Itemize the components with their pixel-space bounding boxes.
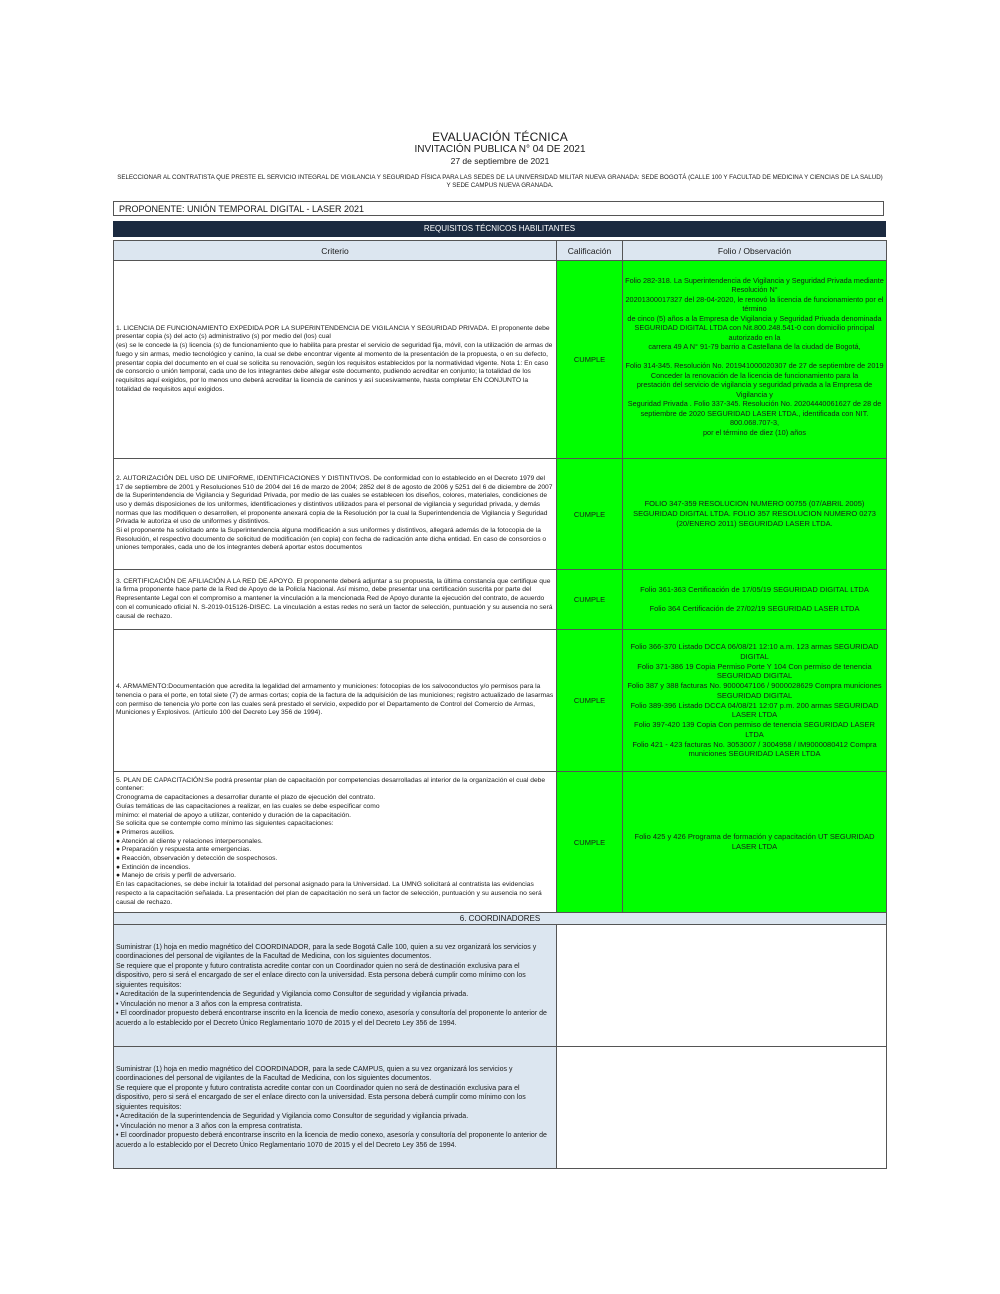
- proponente-field: PROPONENTE: UNIÓN TEMPORAL DIGITAL - LASER 2021: [113, 201, 884, 216]
- coordinadores-header-row: [114, 913, 887, 925]
- column-header-calificacion: Calificación: [557, 241, 623, 261]
- section-title-bar: REQUISITOS TÉCNICOS HABILITANTES: [113, 221, 886, 237]
- calificacion-cell: CUMPLE: [557, 772, 623, 913]
- column-header-criterio: Criterio: [114, 241, 557, 261]
- table-row: [114, 1047, 887, 1169]
- criterio-cell: 1. LICENCIA DE FUNCIONAMIENTO EXPEDIDA POR LA SUPERINTENDENCIA DE VIGILANCIA Y SEGURIDAD PRIVADA. El proponente debe presentar copia (s) del acto (s) administrativo (s) por medio del (los) cual (es) se le concede la (s) licencia (s) de funcionamiento que lo habilita para prestar el servicio de seguridad fija, móvil, con la utilización de armas de fuego y sin armas, medio tecnológico y canino, la cual se debe encontrar vigente al momento de la presentación de la propuesta, o en su defecto, presentar copia del documento en el cual se solicita su renovación, según los requisitos establecidos por la normatividad vigente. Nota 1: En caso de consorcio o unión temporal, cada uno de los integrantes debe allegar este documento, pudiendo acreditar en conjunto; la totalidad de los requisitos aquí exigidos, por lo menos uno deberá acreditar la licencia de caninos y así sucesivamente, hasta completar EN CONJUNTO la totalidad de requisitos aquí exigidos.: [114, 261, 557, 459]
- document-title: EVALUACIÓN TÉCNICA: [432, 130, 568, 144]
- coordinador-folio-cell: [557, 925, 887, 1047]
- table-row: [114, 261, 887, 459]
- coordinador-criterio-cell: Suministrar (1) hoja en medio magnético del COORDINADOR, para la sede Bogotá Calle 100, quien a su vez organizará los servicios y coordinaciones del personal de vigilantes de la Facultad de Medicina, con los siguientes documentos. Se requiere que el proponte y futuro contratista acredite contar con un Coordinador quien no será de destinación exclusiva para el dispositivo, pero si será el encargado de ser el enlace directo con la universidad. Esta persona deberá cumplir como mínimo con los siguientes requisitos: • Acreditación de la superintendencia de Seguridad y Vigilancia como Consultor de seguridad y vigilancia privada. • Vinculación no menor a 3 años con la empresa contratista. • El coordinador propuesto deberá encontrarse inscrito en la licencia de medio conexo, asesoría y consultoría del proponente lo anterior de acuerdo a lo establecido por el Decreto Único Reglamentario 1070 de 2015 y el del Decreto Ley 356 de 1994.: [114, 925, 557, 1047]
- criterio-cell: 4. ARMAMENTO:Documentación que acredita la legalidad del armamento y municiones: fotocopias de los salvoconductos y/o permisos para la tenencia o para el porte, en total siete (7) de armas cortas; copia de la factura de la adquisición de las municiones; registro actualizado de lasarmas con permiso de tenencia y/o porte con las cuales será prestado el servicio, expedido por el Departamento de Control del Comercio de Armas, Municiones y Explosivos. (Artículo 100 del Decreto Ley 356 de 1994).: [114, 630, 557, 772]
- table-header-row: [114, 241, 887, 261]
- column-header-folio: Folio / Observación: [623, 241, 887, 261]
- criterio-cell: 5. PLAN DE CAPACITACIÓN:Se podrá presentar plan de capacitación por competencias desarrolladas al interior de la organización el cual debe contener: Cronograma de capacitaciones a desarrollar durante el plazo de ejecución del contrato. Guías temáticas de las capacitaciones a realizar, en las cuales se debe especificar como mínimo: el material de apoyo a utilizar, contenido y duración de la capacitación. Se solicita que se contemple como mínimo las siguientes capacitaciones: ● Primeros auxilios. ● Atención al cliente y relaciones interpersonales. ● Preparación y respuesta ante emergencias. ● Reacción, observación y detección de sospechosos. ● Extinción de incendios. ● Manejo de crisis y perfil de adversario. En las capacitaciones, se debe incluir la totalidad del personal asignado para la Universidad. La UMNG solicitará al contratista las evidencias respecto a la capacitación señalada. La presentación del plan de capacitación no será un factor de selección, puntuación y su ausencia no será causal de rechazo.: [114, 772, 557, 913]
- table-row: [114, 570, 887, 630]
- document-header: [110, 130, 890, 191]
- coordinadores-title: 6. COORDINADORES: [114, 913, 887, 925]
- folio-cell: Folio 425 y 426 Programa de formación y capacitación UT SEGURIDAD LASER LTDA: [623, 772, 887, 913]
- table-row: [114, 925, 887, 1047]
- folio-cell: Folio 361-363 Certificación de 17/05/19 SEGURIDAD DIGITAL LTDA Folio 364 Certificación de 27/02/19 SEGURIDAD LASER LTDA: [623, 570, 887, 630]
- document-date: 27 de septiembre de 2021: [450, 156, 550, 166]
- folio-cell: Folio 366-370 Listado DCCA 06/08/21 12:10 a.m. 123 armas SEGURIDAD DIGITAL Folio 371-386 19 Copia Permiso Porte Y 104 Con permiso de tenencia SEGURIDAD DIGITAL Folio 387 y 388 facturas No. 9000047106 / 9000028629 Compra municiones SEGURIDAD DIGITAL Folio 389-396 Listado DCCA 04/08/21 12:07 p.m. 200 armas SEGURIDAD LASER LTDA Folio 397-420 139 Copia Con permiso de tenencia SEGURIDAD LASER LTDA Folio 421 - 423 facturas No. 3053007 / 3004958 / IM9000080412 Compra municiones SEGURIDAD LASER LTDA: [623, 630, 887, 772]
- calificacion-cell: CUMPLE: [557, 570, 623, 630]
- calificacion-cell: CUMPLE: [557, 261, 623, 459]
- table-row: [114, 459, 887, 570]
- coordinador-folio-cell: [557, 1047, 887, 1169]
- folio-text: Folio 282-318. La Superintendencia de Vigilancia y Seguridad Privada mediante Resolución N° 20201300017327 del 28-04-2020, le renovó la licencia de funcionamiento por el término de cinco (5) años a la Empresa de Vigilancia y Seguridad Privada denominada SEGURIDAD DIGITAL LTDA con Nit.800.248.541-0 con domicilio principal autorizado en la carrera 49 A N° 91-79 barrio a Castellana de la ciudad de Bogotá, Folio 314-345. Resolución No. 201941000020307 de 27 de septiembre de 2019 Conceder la renovación de la licencia de funcionamiento para la prestación del servicio de vigilancia y seguridad privada a la Empresa de Vigilancia y Seguridad Privada . Folio 337-345. Resolución No. 20204440061627 de 28 de septiembre de 2020 SEGURIDAD LASER LTDA., identificada con NIT. 800.068.707-3, por el término de diez (10) años: [625, 275, 884, 437]
- criterio-cell: 2. AUTORIZACIÓN DEL USO DE UNIFORME, IDENTIFICACIONES Y DISTINTIVOS. De conformidad con lo establecido en el Decreto 1979 del 17 de septiembre de 2001 y Resoluciones 510 de 2004 del 16 de marzo de 2004; 2852 del 8 de agosto de 2006 y 5251 del 6 de diciembre de 2007 de la Superintendencia de Vigilancia y Seguridad Privada, por medio de las cuales se establecen los diseños, colores, materiales, condiciones de uso y demás disposiciones de los uniformes, identificaciones y distintivos utilizados para el personal de vigilancia y seguridad privada, y demás normas que las modifiquen o desarrollen, el proponente anexará copia de la Resolución por la cual la Superintendencia de Vigilancia y Seguridad Privada le autoriza el uso de uniformes y distintivos. Si el proponente ha solicitado ante la Superintendencia alguna modificación a sus uniformes y distintivos, allegará además de la fotocopia de la Resolución, el respectivo documento de solicitud de modificación (en copia) con fecha de radicación ante dicha entidad. En caso de consorcios o uniones temporales, cada uno de los integrantes deberá aportar estos documentos: [114, 459, 557, 570]
- table-row: [114, 630, 887, 772]
- calificacion-cell: CUMPLE: [557, 459, 623, 570]
- folio-cell: [623, 261, 887, 459]
- table-row: [114, 772, 887, 913]
- criterio-cell: 3. CERTIFICACIÓN DE AFILIACIÓN A LA RED DE APOYO. El proponente deberá adjuntar a su propuesta, la última constancia que certifique que la firma proponente hace parte de la Red de Apoyo de la Policía Nacional. Así mismo, debe presentar una certificación suscrita por parte del Representante Legal con el compromiso a mantener la vinculación a la mencionada Red de Apoyo durante la ejecución del contrato, de acuerdo con el comunicado oficial N. S-2019-015126-DISEC. La vinculación a estas redes no será un factor de selección, puntuación y su ausencia no será causal de rechazo.: [114, 570, 557, 630]
- coordinador-criterio-cell: Suministrar (1) hoja en medio magnético del COORDINADOR, para la sede CAMPUS, quien a su vez organizará los servicios y coordinaciones del personal de vigilantes de la Facultad de Medicina, con los siguientes documentos. Se requiere que el proponte y futuro contratista acredite contar con un Coordinador quien no será de destinación exclusiva para el dispositivo, pero si será el encargado de ser el enlace directo con la universidad. Esta persona deberá cumplir como mínimo con los siguientes requisitos: • Acreditación de la superintendencia de Seguridad y Vigilancia como Consultor de seguridad y vigilancia privada. • Vinculación no menor a 3 años con la empresa contratista. • El coordinador propuesto deberá encontrarse inscrito en la licencia de medio conexo, asesoría y consultoría del proponente lo anterior de acuerdo a lo establecido por el Decreto Único Reglamentario 1070 de 2015 y el del Decreto Ley 356 de 1994.: [114, 1047, 557, 1169]
- document-description: SELECCIONAR AL CONTRATISTA QUE PRESTE EL SERVICIO INTEGRAL DE VIGILANCIA Y SEGURIDAD FÍSICA PARA LAS SEDES DE LA UNIVERSIDAD MILITAR NUEVA GRANADA: SEDE BOGOTÁ (CALLE 100 Y FACULTAD DE MEDICINA Y CIENCIAS DE LA SALUD) Y SEDE CAMPUS NUEVA GRANADA.: [117, 174, 883, 190]
- calificacion-cell: CUMPLE: [557, 630, 623, 772]
- document-subtitle: INVITACIÓN PUBLICA N° 04 DE 2021: [414, 144, 586, 155]
- requirements-table: [113, 240, 887, 1169]
- folio-cell: FOLIO 347-359 RESOLUCION NUMERO 00755 (07/ABRIL 2005) SEGURIDAD DIGITAL LTDA. FOLIO 357 RESOLUCION NUMERO 0273 (20/ENERO 2011) SEGURIDAD LASER LTDA.: [623, 459, 887, 570]
